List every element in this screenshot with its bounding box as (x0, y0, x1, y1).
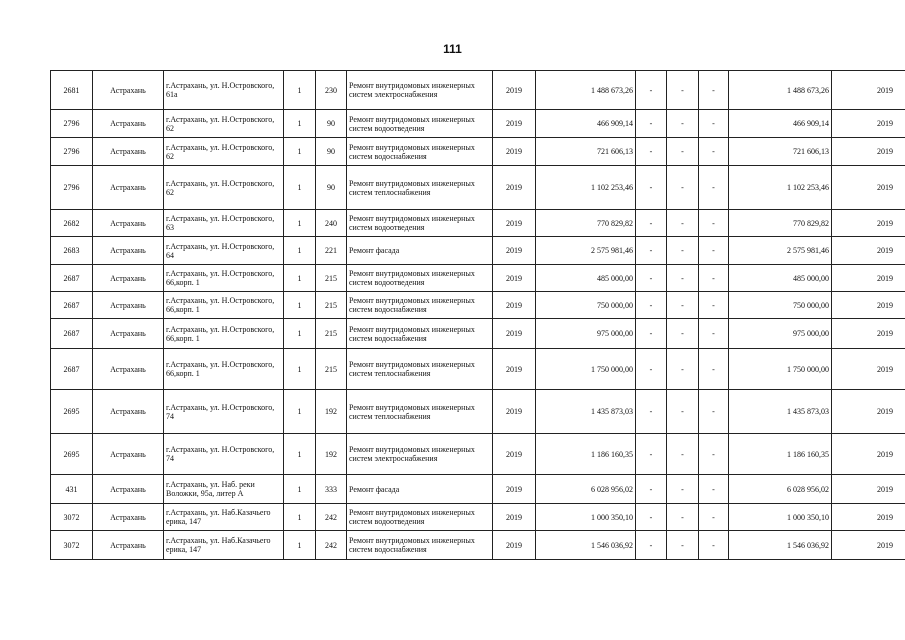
cell-row-id: 3072 (51, 504, 93, 531)
cell-completion-year: 2019 (832, 434, 905, 475)
cell-object-count: 1 (284, 475, 316, 504)
cell-work-type: Ремонт внутридомовых инженерных систем водоотведения (347, 504, 493, 531)
cell-object-count: 1 (284, 138, 316, 166)
cell-completion-year: 2019 (832, 292, 905, 319)
cell-funding-col-3: - (699, 504, 729, 531)
cell-funding-col-2: - (667, 319, 699, 349)
cell-funding-col-1: - (636, 390, 667, 434)
cell-funding-col-3: - (699, 237, 729, 265)
cell-object-count: 1 (284, 210, 316, 237)
cell-municipality: Астрахань (93, 138, 164, 166)
cell-address: г.Астрахань, ул. Н.Островского, 62 (164, 110, 284, 138)
cell-year: 2019 (493, 475, 536, 504)
cell-cost: 1 546 036,92 (536, 531, 636, 560)
cell-total-cost: 1 488 673,26 (729, 71, 832, 110)
cell-work-type: Ремонт внутридомовых инженерных систем теплоснабжения (347, 390, 493, 434)
cell-total-cost: 1 435 873,03 (729, 390, 832, 434)
cell-total-cost: 1 102 253,46 (729, 166, 832, 210)
cell-total-cost: 750 000,00 (729, 292, 832, 319)
cell-area-value: 221 (316, 237, 347, 265)
cell-area-value: 90 (316, 110, 347, 138)
cell-completion-year: 2019 (832, 504, 905, 531)
cell-total-cost: 975 000,00 (729, 319, 832, 349)
table-row (51, 434, 905, 475)
cell-municipality: Астрахань (93, 390, 164, 434)
cell-object-count: 1 (284, 292, 316, 319)
cell-work-type: Ремонт внутридомовых инженерных систем электроснабжения (347, 434, 493, 475)
cell-area-value: 242 (316, 531, 347, 560)
cell-cost: 1 186 160,35 (536, 434, 636, 475)
cell-municipality: Астрахань (93, 434, 164, 475)
cell-funding-col-2: - (667, 475, 699, 504)
cell-object-count: 1 (284, 390, 316, 434)
cell-cost: 1 000 350,10 (536, 504, 636, 531)
cell-funding-col-2: - (667, 237, 699, 265)
cell-cost: 975 000,00 (536, 319, 636, 349)
cell-address: г.Астрахань, ул. Наб.Казачьего ерика, 147 (164, 531, 284, 560)
cell-funding-col-1: - (636, 504, 667, 531)
cell-completion-year: 2019 (832, 110, 905, 138)
cell-cost: 485 000,00 (536, 265, 636, 292)
cell-year: 2019 (493, 531, 536, 560)
cell-funding-col-1: - (636, 265, 667, 292)
table-row (51, 138, 905, 166)
cell-cost: 770 829,82 (536, 210, 636, 237)
cell-row-id: 2796 (51, 166, 93, 210)
cell-funding-col-2: - (667, 434, 699, 475)
cell-funding-col-1: - (636, 138, 667, 166)
cell-row-id: 2687 (51, 349, 93, 390)
cell-year: 2019 (493, 349, 536, 390)
cell-funding-col-2: - (667, 349, 699, 390)
cell-total-cost: 1 000 350,10 (729, 504, 832, 531)
cell-row-id: 431 (51, 475, 93, 504)
cell-completion-year: 2019 (832, 319, 905, 349)
table-row (51, 475, 905, 504)
cell-funding-col-1: - (636, 319, 667, 349)
cell-completion-year: 2019 (832, 210, 905, 237)
cell-funding-col-2: - (667, 166, 699, 210)
cell-address: г.Астрахань, ул. Наб. реки Воложки, 95а, литер А (164, 475, 284, 504)
cell-funding-col-1: - (636, 349, 667, 390)
cell-municipality: Астрахань (93, 531, 164, 560)
cell-funding-col-2: - (667, 210, 699, 237)
cell-row-id: 3072 (51, 531, 93, 560)
cell-funding-col-2: - (667, 110, 699, 138)
cell-year: 2019 (493, 390, 536, 434)
cell-area-value: 90 (316, 166, 347, 210)
cell-cost: 721 606,13 (536, 138, 636, 166)
cell-address: г.Астрахань, ул. Н.Островского, 62 (164, 138, 284, 166)
cell-funding-col-3: - (699, 531, 729, 560)
cell-total-cost: 721 606,13 (729, 138, 832, 166)
cell-funding-col-2: - (667, 138, 699, 166)
page-number: 111 (443, 42, 462, 56)
repair-registry-table (50, 70, 905, 560)
cell-row-id: 2683 (51, 237, 93, 265)
cell-address: г.Астрахань, ул. Н.Островского, 64 (164, 237, 284, 265)
cell-cost: 750 000,00 (536, 292, 636, 319)
cell-area-value: 215 (316, 349, 347, 390)
cell-total-cost: 1 750 000,00 (729, 349, 832, 390)
cell-address: г.Астрахань, ул. Н.Островского, 62 (164, 166, 284, 210)
cell-funding-col-3: - (699, 166, 729, 210)
cell-total-cost: 770 829,82 (729, 210, 832, 237)
cell-funding-col-3: - (699, 138, 729, 166)
cell-municipality: Астрахань (93, 292, 164, 319)
cell-year: 2019 (493, 237, 536, 265)
cell-year: 2019 (493, 265, 536, 292)
cell-row-id: 2796 (51, 110, 93, 138)
cell-work-type: Ремонт внутридомовых инженерных систем водоснабжения (347, 319, 493, 349)
table-row (51, 265, 905, 292)
table-row (51, 504, 905, 531)
cell-area-value: 192 (316, 434, 347, 475)
cell-funding-col-3: - (699, 390, 729, 434)
cell-area-value: 192 (316, 390, 347, 434)
cell-area-value: 230 (316, 71, 347, 110)
cell-funding-col-3: - (699, 210, 729, 237)
cell-row-id: 2687 (51, 292, 93, 319)
cell-municipality: Астрахань (93, 110, 164, 138)
cell-address: г.Астрахань, ул. Н.Островского, 66,корп. 1 (164, 319, 284, 349)
cell-funding-col-2: - (667, 504, 699, 531)
cell-year: 2019 (493, 319, 536, 349)
cell-cost: 1 488 673,26 (536, 71, 636, 110)
cell-cost: 1 750 000,00 (536, 349, 636, 390)
cell-municipality: Астрахань (93, 166, 164, 210)
cell-cost: 1 102 253,46 (536, 166, 636, 210)
table-row (51, 71, 905, 110)
cell-municipality: Астрахань (93, 265, 164, 292)
cell-completion-year: 2019 (832, 265, 905, 292)
cell-work-type: Ремонт внутридомовых инженерных систем теплоснабжения (347, 349, 493, 390)
cell-completion-year: 2019 (832, 71, 905, 110)
cell-address: г.Астрахань, ул. Н.Островского, 61а (164, 71, 284, 110)
cell-total-cost: 1 546 036,92 (729, 531, 832, 560)
cell-funding-col-3: - (699, 434, 729, 475)
cell-funding-col-1: - (636, 475, 667, 504)
cell-cost: 6 028 956,02 (536, 475, 636, 504)
cell-object-count: 1 (284, 531, 316, 560)
cell-area-value: 242 (316, 504, 347, 531)
cell-object-count: 1 (284, 71, 316, 110)
cell-funding-col-1: - (636, 292, 667, 319)
cell-area-value: 333 (316, 475, 347, 504)
cell-address: г.Астрахань, ул. Н.Островского, 74 (164, 390, 284, 434)
cell-cost: 1 435 873,03 (536, 390, 636, 434)
cell-row-id: 2687 (51, 319, 93, 349)
cell-row-id: 2687 (51, 265, 93, 292)
cell-total-cost: 485 000,00 (729, 265, 832, 292)
cell-row-id: 2695 (51, 390, 93, 434)
cell-funding-col-3: - (699, 349, 729, 390)
cell-funding-col-3: - (699, 265, 729, 292)
cell-address: г.Астрахань, ул. Н.Островского, 66,корп. 1 (164, 292, 284, 319)
table-row (51, 349, 905, 390)
cell-work-type: Ремонт внутридомовых инженерных систем водоотведения (347, 110, 493, 138)
cell-work-type: Ремонт внутридомовых инженерных систем водоснабжения (347, 531, 493, 560)
cell-year: 2019 (493, 110, 536, 138)
cell-funding-col-1: - (636, 110, 667, 138)
cell-funding-col-2: - (667, 71, 699, 110)
cell-funding-col-1: - (636, 531, 667, 560)
cell-work-type: Ремонт внутридомовых инженерных систем водоснабжения (347, 138, 493, 166)
cell-cost: 466 909,14 (536, 110, 636, 138)
cell-area-value: 215 (316, 319, 347, 349)
cell-area-value: 90 (316, 138, 347, 166)
cell-funding-col-1: - (636, 434, 667, 475)
cell-row-id: 2681 (51, 71, 93, 110)
table-row (51, 531, 905, 560)
table-row (51, 210, 905, 237)
cell-completion-year: 2019 (832, 475, 905, 504)
cell-year: 2019 (493, 434, 536, 475)
cell-address: г.Астрахань, ул. Н.Островского, 74 (164, 434, 284, 475)
cell-funding-col-3: - (699, 292, 729, 319)
table-row (51, 166, 905, 210)
cell-funding-col-3: - (699, 319, 729, 349)
cell-object-count: 1 (284, 110, 316, 138)
cell-year: 2019 (493, 292, 536, 319)
cell-object-count: 1 (284, 349, 316, 390)
cell-work-type: Ремонт внутридомовых инженерных систем теплоснабжения (347, 166, 493, 210)
cell-row-id: 2695 (51, 434, 93, 475)
cell-completion-year: 2019 (832, 349, 905, 390)
cell-funding-col-3: - (699, 110, 729, 138)
cell-year: 2019 (493, 71, 536, 110)
cell-work-type: Ремонт внутридомовых инженерных систем водоотведения (347, 265, 493, 292)
cell-work-type: Ремонт фасада (347, 475, 493, 504)
cell-work-type: Ремонт внутридомовых инженерных систем водоотведения (347, 210, 493, 237)
cell-funding-col-3: - (699, 475, 729, 504)
cell-municipality: Астрахань (93, 475, 164, 504)
cell-funding-col-2: - (667, 292, 699, 319)
cell-total-cost: 466 909,14 (729, 110, 832, 138)
cell-row-id: 2682 (51, 210, 93, 237)
cell-object-count: 1 (284, 265, 316, 292)
table-row (51, 110, 905, 138)
cell-work-type: Ремонт внутридомовых инженерных систем водоснабжения (347, 292, 493, 319)
cell-area-value: 215 (316, 292, 347, 319)
cell-year: 2019 (493, 138, 536, 166)
cell-municipality: Астрахань (93, 210, 164, 237)
cell-funding-col-3: - (699, 71, 729, 110)
cell-funding-col-1: - (636, 166, 667, 210)
cell-address: г.Астрахань, ул. Н.Островского, 63 (164, 210, 284, 237)
cell-municipality: Астрахань (93, 504, 164, 531)
cell-area-value: 240 (316, 210, 347, 237)
cell-work-type: Ремонт внутридомовых инженерных систем электроснабжения (347, 71, 493, 110)
cell-area-value: 215 (316, 265, 347, 292)
cell-address: г.Астрахань, ул. Н.Островского, 66,корп. 1 (164, 349, 284, 390)
cell-year: 2019 (493, 166, 536, 210)
cell-object-count: 1 (284, 166, 316, 210)
cell-address: г.Астрахань, ул. Наб.Казачьего ерика, 147 (164, 504, 284, 531)
cell-row-id: 2796 (51, 138, 93, 166)
cell-year: 2019 (493, 504, 536, 531)
cell-municipality: Астрахань (93, 349, 164, 390)
table-row (51, 390, 905, 434)
cell-funding-col-2: - (667, 531, 699, 560)
cell-work-type: Ремонт фасада (347, 237, 493, 265)
cell-cost: 2 575 981,46 (536, 237, 636, 265)
cell-completion-year: 2019 (832, 390, 905, 434)
cell-funding-col-2: - (667, 390, 699, 434)
cell-total-cost: 1 186 160,35 (729, 434, 832, 475)
table-row (51, 292, 905, 319)
cell-object-count: 1 (284, 237, 316, 265)
cell-object-count: 1 (284, 434, 316, 475)
cell-total-cost: 2 575 981,46 (729, 237, 832, 265)
cell-completion-year: 2019 (832, 237, 905, 265)
cell-municipality: Астрахань (93, 237, 164, 265)
cell-total-cost: 6 028 956,02 (729, 475, 832, 504)
cell-completion-year: 2019 (832, 531, 905, 560)
cell-funding-col-1: - (636, 237, 667, 265)
table-row (51, 237, 905, 265)
cell-year: 2019 (493, 210, 536, 237)
cell-funding-col-2: - (667, 265, 699, 292)
cell-completion-year: 2019 (832, 138, 905, 166)
table-row (51, 319, 905, 349)
cell-municipality: Астрахань (93, 71, 164, 110)
cell-funding-col-1: - (636, 210, 667, 237)
cell-municipality: Астрахань (93, 319, 164, 349)
cell-address: г.Астрахань, ул. Н.Островского, 66,корп. 1 (164, 265, 284, 292)
cell-object-count: 1 (284, 319, 316, 349)
cell-funding-col-1: - (636, 71, 667, 110)
cell-completion-year: 2019 (832, 166, 905, 210)
table-body (51, 71, 905, 560)
cell-object-count: 1 (284, 504, 316, 531)
